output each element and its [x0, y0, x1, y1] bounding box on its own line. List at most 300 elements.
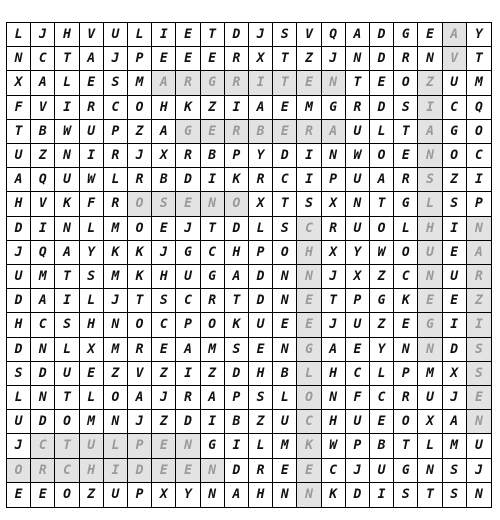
grid-cell[interactable]: L — [55, 338, 79, 362]
grid-cell[interactable]: S — [297, 192, 321, 216]
grid-cell[interactable]: Z — [443, 168, 467, 192]
grid-cell[interactable]: E — [297, 71, 321, 95]
grid-cell[interactable]: L — [370, 362, 394, 386]
grid-cell[interactable]: Q — [31, 241, 55, 265]
grid-cell[interactable]: M — [31, 265, 55, 289]
grid-cell[interactable]: I — [152, 23, 176, 47]
grid-cell[interactable]: D — [370, 47, 394, 71]
grid-cell[interactable]: C — [31, 313, 55, 337]
grid-cell[interactable]: A — [346, 23, 370, 47]
grid-cell[interactable]: S — [225, 338, 249, 362]
grid-cell[interactable]: P — [128, 47, 152, 71]
grid-cell[interactable]: E — [176, 192, 200, 216]
grid-cell[interactable]: N — [322, 71, 346, 95]
grid-cell[interactable]: E — [31, 483, 55, 507]
grid-cell[interactable]: N — [273, 338, 297, 362]
grid-cell[interactable]: L — [7, 386, 31, 410]
grid-cell[interactable]: A — [128, 386, 152, 410]
grid-cell[interactable]: R — [201, 289, 225, 313]
grid-cell[interactable]: I — [55, 289, 79, 313]
grid-cell[interactable]: H — [297, 241, 321, 265]
grid-cell[interactable]: S — [80, 265, 104, 289]
grid-cell[interactable]: S — [418, 168, 442, 192]
grid-cell[interactable]: W — [55, 120, 79, 144]
grid-cell[interactable]: O — [128, 192, 152, 216]
grid-cell[interactable]: N — [346, 47, 370, 71]
grid-cell[interactable]: P — [394, 362, 418, 386]
grid-cell[interactable]: O — [370, 144, 394, 168]
grid-cell[interactable]: G — [394, 459, 418, 483]
grid-cell[interactable]: N — [104, 313, 128, 337]
grid-cell[interactable]: E — [370, 410, 394, 434]
grid-cell[interactable]: E — [273, 459, 297, 483]
grid-cell[interactable]: H — [7, 192, 31, 216]
grid-cell[interactable]: H — [152, 265, 176, 289]
grid-cell[interactable]: S — [273, 217, 297, 241]
grid-cell[interactable]: D — [7, 338, 31, 362]
grid-cell[interactable]: T — [55, 386, 79, 410]
grid-cell[interactable]: L — [80, 289, 104, 313]
grid-cell[interactable]: T — [467, 47, 491, 71]
grid-cell[interactable]: I — [201, 410, 225, 434]
grid-cell[interactable]: G — [176, 241, 200, 265]
grid-cell[interactable]: K — [297, 434, 321, 458]
grid-cell[interactable]: Y — [467, 23, 491, 47]
grid-cell[interactable]: N — [297, 483, 321, 507]
grid-cell[interactable]: I — [225, 434, 249, 458]
grid-cell[interactable]: U — [346, 313, 370, 337]
grid-cell[interactable]: P — [322, 168, 346, 192]
grid-cell[interactable]: D — [370, 23, 394, 47]
grid-cell[interactable]: I — [55, 96, 79, 120]
grid-cell[interactable]: N — [55, 217, 79, 241]
grid-cell[interactable]: R — [225, 120, 249, 144]
grid-cell[interactable]: U — [7, 410, 31, 434]
grid-cell[interactable]: X — [322, 241, 346, 265]
grid-cell[interactable]: X — [7, 71, 31, 95]
grid-cell[interactable]: M — [128, 71, 152, 95]
grid-cell[interactable]: B — [152, 168, 176, 192]
grid-cell[interactable]: D — [249, 265, 273, 289]
grid-cell[interactable]: R — [467, 265, 491, 289]
grid-cell[interactable]: R — [104, 144, 128, 168]
grid-cell[interactable]: O — [55, 410, 79, 434]
grid-cell[interactable]: S — [443, 459, 467, 483]
grid-cell[interactable]: Y — [176, 483, 200, 507]
grid-cell[interactable]: H — [418, 217, 442, 241]
grid-cell[interactable]: L — [249, 434, 273, 458]
grid-cell[interactable]: N — [176, 434, 200, 458]
grid-cell[interactable]: X — [443, 362, 467, 386]
grid-cell[interactable]: O — [7, 459, 31, 483]
grid-cell[interactable]: A — [322, 338, 346, 362]
grid-cell[interactable]: N — [467, 410, 491, 434]
grid-cell[interactable]: H — [322, 410, 346, 434]
grid-cell[interactable]: U — [418, 386, 442, 410]
grid-cell[interactable]: O — [55, 483, 79, 507]
grid-cell[interactable]: A — [225, 265, 249, 289]
grid-cell[interactable]: M — [273, 434, 297, 458]
grid-cell[interactable]: A — [249, 96, 273, 120]
grid-cell[interactable]: F — [346, 386, 370, 410]
grid-cell[interactable]: Z — [80, 483, 104, 507]
grid-cell[interactable]: L — [418, 192, 442, 216]
grid-cell[interactable]: U — [346, 410, 370, 434]
grid-cell[interactable]: J — [31, 23, 55, 47]
grid-cell[interactable]: T — [55, 47, 79, 71]
grid-cell[interactable]: J — [176, 217, 200, 241]
grid-cell[interactable]: N — [201, 192, 225, 216]
grid-cell[interactable]: V — [297, 23, 321, 47]
grid-cell[interactable]: E — [176, 23, 200, 47]
grid-cell[interactable]: O — [273, 241, 297, 265]
grid-cell[interactable]: K — [322, 483, 346, 507]
grid-cell[interactable]: D — [176, 410, 200, 434]
grid-cell[interactable]: Z — [297, 47, 321, 71]
grid-cell[interactable]: G — [201, 265, 225, 289]
grid-cell[interactable]: I — [443, 313, 467, 337]
grid-cell[interactable]: P — [346, 434, 370, 458]
grid-cell[interactable]: U — [443, 71, 467, 95]
grid-cell[interactable]: O — [128, 217, 152, 241]
grid-cell[interactable]: T — [346, 71, 370, 95]
grid-cell[interactable]: H — [249, 362, 273, 386]
grid-cell[interactable]: T — [7, 120, 31, 144]
grid-cell[interactable]: G — [322, 96, 346, 120]
grid-cell[interactable]: Z — [152, 362, 176, 386]
grid-cell[interactable]: R — [225, 71, 249, 95]
grid-cell[interactable]: H — [55, 23, 79, 47]
grid-cell[interactable]: N — [418, 47, 442, 71]
grid-cell[interactable]: I — [176, 362, 200, 386]
grid-cell[interactable]: N — [104, 410, 128, 434]
grid-cell[interactable]: L — [55, 71, 79, 95]
grid-cell[interactable]: E — [370, 71, 394, 95]
grid-cell[interactable]: U — [346, 217, 370, 241]
grid-cell[interactable]: T — [128, 289, 152, 313]
grid-cell[interactable]: U — [346, 120, 370, 144]
grid-cell[interactable]: W — [346, 144, 370, 168]
grid-cell[interactable]: O — [394, 241, 418, 265]
grid-cell[interactable]: A — [443, 410, 467, 434]
grid-cell[interactable]: E — [394, 313, 418, 337]
grid-cell[interactable]: T — [55, 434, 79, 458]
grid-cell[interactable]: Z — [418, 71, 442, 95]
grid-cell[interactable]: D — [273, 144, 297, 168]
grid-cell[interactable]: F — [80, 192, 104, 216]
grid-cell[interactable]: T — [418, 483, 442, 507]
grid-cell[interactable]: A — [370, 168, 394, 192]
grid-cell[interactable]: H — [249, 483, 273, 507]
grid-cell[interactable]: N — [474, 487, 483, 503]
grid-cell[interactable]: I — [418, 96, 442, 120]
grid-cell[interactable]: J — [7, 434, 31, 458]
grid-cell[interactable]: Z — [467, 289, 491, 313]
grid-cell[interactable]: U — [370, 459, 394, 483]
grid-cell[interactable]: B — [31, 120, 55, 144]
grid-cell[interactable]: K — [394, 289, 418, 313]
grid-cell[interactable]: H — [7, 313, 31, 337]
grid-cell[interactable]: E — [346, 338, 370, 362]
grid-cell[interactable]: T — [394, 434, 418, 458]
grid-cell[interactable]: E — [418, 23, 442, 47]
grid-cell[interactable]: X — [152, 483, 176, 507]
grid-cell[interactable]: K — [225, 313, 249, 337]
grid-cell[interactable]: R — [176, 144, 200, 168]
grid-cell[interactable]: A — [7, 168, 31, 192]
grid-cell[interactable]: T — [370, 192, 394, 216]
grid-cell[interactable]: C — [322, 459, 346, 483]
grid-cell[interactable]: G — [297, 338, 321, 362]
grid-cell[interactable]: D — [225, 23, 249, 47]
grid-cell[interactable]: G — [201, 71, 225, 95]
grid-cell[interactable]: D — [249, 289, 273, 313]
grid-cell[interactable]: U — [418, 241, 442, 265]
grid-cell[interactable]: T — [201, 217, 225, 241]
grid-cell[interactable]: S — [273, 23, 297, 47]
grid-cell[interactable]: G — [394, 192, 418, 216]
grid-cell[interactable]: W — [370, 241, 394, 265]
grid-cell[interactable]: L — [80, 386, 104, 410]
grid-cell[interactable]: S — [152, 192, 176, 216]
grid-cell[interactable]: J — [249, 23, 273, 47]
grid-cell[interactable]: K — [128, 265, 152, 289]
grid-cell[interactable]: J — [152, 241, 176, 265]
grid-cell[interactable]: E — [443, 289, 467, 313]
grid-cell[interactable]: O — [201, 313, 225, 337]
grid-cell[interactable]: N — [418, 144, 442, 168]
grid-cell[interactable]: S — [467, 338, 491, 362]
grid-cell[interactable]: A — [201, 386, 225, 410]
grid-cell[interactable]: L — [273, 386, 297, 410]
grid-cell[interactable]: S — [467, 362, 491, 386]
grid-cell[interactable]: A — [225, 483, 249, 507]
grid-cell[interactable]: Z — [128, 120, 152, 144]
grid-cell[interactable]: E — [273, 120, 297, 144]
grid-cell[interactable]: E — [152, 338, 176, 362]
grid-cell[interactable]: U — [346, 168, 370, 192]
grid-cell[interactable]: S — [443, 192, 467, 216]
grid-cell[interactable]: A — [418, 120, 442, 144]
grid-cell[interactable]: S — [7, 362, 31, 386]
grid-cell[interactable]: D — [31, 362, 55, 386]
grid-cell[interactable]: C — [31, 434, 55, 458]
grid-cell[interactable]: Z — [152, 410, 176, 434]
grid-cell[interactable]: J — [104, 289, 128, 313]
grid-cell[interactable]: N — [418, 459, 442, 483]
grid-cell[interactable]: A — [322, 120, 346, 144]
grid-cell[interactable]: O — [467, 120, 491, 144]
grid-cell[interactable]: U — [80, 120, 104, 144]
grid-cell[interactable]: N — [322, 386, 346, 410]
grid-cell[interactable]: H — [80, 313, 104, 337]
grid-cell[interactable]: A — [176, 338, 200, 362]
grid-cell[interactable]: U — [273, 410, 297, 434]
grid-cell[interactable]: A — [443, 23, 467, 47]
grid-cell[interactable]: J — [128, 410, 152, 434]
grid-cell[interactable]: I — [297, 144, 321, 168]
grid-cell[interactable]: N — [55, 144, 79, 168]
grid-cell[interactable]: E — [418, 289, 442, 313]
grid-cell[interactable]: E — [443, 241, 467, 265]
grid-cell[interactable]: E — [273, 313, 297, 337]
grid-cell[interactable]: U — [104, 483, 128, 507]
grid-cell[interactable]: N — [394, 338, 418, 362]
grid-cell[interactable]: N — [418, 265, 442, 289]
grid-cell[interactable]: O — [128, 96, 152, 120]
grid-cell[interactable]: O — [104, 386, 128, 410]
grid-cell[interactable]: E — [201, 120, 225, 144]
grid-cell[interactable]: E — [297, 313, 321, 337]
grid-cell[interactable]: H — [322, 362, 346, 386]
grid-cell[interactable]: R — [297, 120, 321, 144]
grid-cell[interactable]: A — [467, 241, 491, 265]
grid-cell[interactable]: X — [418, 410, 442, 434]
grid-cell[interactable]: O — [128, 313, 152, 337]
grid-cell[interactable]: L — [297, 362, 321, 386]
grid-cell[interactable]: T — [201, 23, 225, 47]
grid-cell[interactable]: E — [7, 483, 31, 507]
grid-cell[interactable]: Z — [370, 265, 394, 289]
grid-cell[interactable]: X — [249, 47, 273, 71]
grid-cell[interactable]: I — [31, 217, 55, 241]
grid-cell[interactable]: N — [31, 338, 55, 362]
grid-cell[interactable]: H — [225, 241, 249, 265]
grid-cell[interactable]: W — [322, 434, 346, 458]
grid-cell[interactable]: C — [104, 96, 128, 120]
grid-cell[interactable]: L — [418, 434, 442, 458]
grid-cell[interactable]: R — [80, 96, 104, 120]
grid-cell[interactable]: I — [443, 217, 467, 241]
grid-cell[interactable]: O — [443, 144, 467, 168]
grid-cell[interactable]: B — [273, 362, 297, 386]
grid-cell[interactable]: A — [31, 71, 55, 95]
grid-cell[interactable]: J — [322, 265, 346, 289]
grid-cell[interactable]: C — [346, 362, 370, 386]
grid-cell[interactable]: M — [104, 338, 128, 362]
grid-cell[interactable]: Z — [370, 313, 394, 337]
grid-cell[interactable]: N — [273, 483, 297, 507]
grid-cell[interactable]: P — [128, 483, 152, 507]
grid-cell[interactable]: O — [297, 386, 321, 410]
grid-cell[interactable]: C — [297, 410, 321, 434]
grid-cell[interactable]: U — [80, 434, 104, 458]
grid-cell[interactable]: U — [7, 265, 31, 289]
grid-cell[interactable]: C — [394, 265, 418, 289]
grid-cell[interactable]: P — [249, 241, 273, 265]
grid-cell[interactable]: E — [152, 434, 176, 458]
grid-cell[interactable]: K — [176, 96, 200, 120]
grid-cell[interactable]: M — [80, 410, 104, 434]
grid-cell[interactable]: J — [128, 144, 152, 168]
grid-cell[interactable]: N — [346, 192, 370, 216]
grid-cell[interactable]: J — [322, 47, 346, 71]
grid-cell[interactable]: E — [80, 71, 104, 95]
grid-cell[interactable]: I — [249, 71, 273, 95]
grid-cell[interactable]: X — [322, 192, 346, 216]
grid-cell[interactable]: A — [152, 71, 176, 95]
grid-cell[interactable]: G — [176, 120, 200, 144]
grid-cell[interactable]: P — [128, 434, 152, 458]
grid-cell[interactable]: W — [80, 168, 104, 192]
grid-cell[interactable]: P — [346, 289, 370, 313]
grid-cell[interactable]: N — [201, 483, 225, 507]
grid-cell[interactable]: C — [467, 144, 491, 168]
grid-cell[interactable]: L — [7, 23, 31, 47]
grid-cell[interactable]: J — [152, 386, 176, 410]
grid-cell[interactable]: E — [201, 47, 225, 71]
grid-cell[interactable]: T — [322, 289, 346, 313]
grid-cell[interactable]: D — [225, 362, 249, 386]
grid-cell[interactable]: I — [201, 168, 225, 192]
grid-cell[interactable]: T — [273, 192, 297, 216]
grid-cell[interactable]: N — [297, 265, 321, 289]
grid-cell[interactable]: Y — [80, 241, 104, 265]
grid-cell[interactable]: M — [443, 434, 467, 458]
grid-cell[interactable]: E — [273, 96, 297, 120]
grid-cell[interactable]: V — [128, 362, 152, 386]
grid-cell[interactable]: T — [225, 289, 249, 313]
grid-cell[interactable]: P — [176, 313, 200, 337]
grid-cell[interactable]: G — [418, 313, 442, 337]
grid-cell[interactable]: C — [201, 241, 225, 265]
grid-cell[interactable]: P — [225, 386, 249, 410]
grid-cell[interactable]: M — [104, 265, 128, 289]
grid-cell[interactable]: S — [443, 483, 467, 507]
grid-cell[interactable]: N — [7, 47, 31, 71]
grid-cell[interactable]: I — [467, 313, 491, 337]
grid-cell[interactable]: V — [31, 192, 55, 216]
grid-cell[interactable]: D — [370, 96, 394, 120]
grid-cell[interactable]: U — [443, 265, 467, 289]
grid-cell[interactable]: C — [443, 96, 467, 120]
grid-cell[interactable]: D — [225, 217, 249, 241]
grid-cell[interactable]: S — [104, 71, 128, 95]
grid-cell[interactable]: E — [152, 47, 176, 71]
grid-cell[interactable]: U — [176, 265, 200, 289]
grid-cell[interactable]: U — [55, 168, 79, 192]
grid-cell[interactable]: L — [370, 120, 394, 144]
grid-cell[interactable]: P — [225, 144, 249, 168]
grid-cell[interactable]: T — [273, 71, 297, 95]
grid-cell[interactable]: D — [225, 459, 249, 483]
grid-cell[interactable]: Y — [249, 144, 273, 168]
grid-cell[interactable]: R — [176, 71, 200, 95]
grid-cell[interactable]: Q — [322, 23, 346, 47]
grid-cell[interactable]: S — [394, 96, 418, 120]
grid-cell[interactable]: X — [249, 192, 273, 216]
grid-cell[interactable]: D — [443, 338, 467, 362]
grid-cell[interactable]: X — [346, 265, 370, 289]
grid-cell[interactable]: U — [104, 23, 128, 47]
grid-cell[interactable]: H — [80, 459, 104, 483]
grid-cell[interactable]: U — [467, 434, 491, 458]
grid-cell[interactable]: Z — [201, 96, 225, 120]
grid-cell[interactable]: R — [394, 386, 418, 410]
grid-cell[interactable]: X — [80, 338, 104, 362]
grid-cell[interactable]: R — [249, 459, 273, 483]
grid-cell[interactable]: U — [7, 144, 31, 168]
grid-cell[interactable]: M — [418, 362, 442, 386]
grid-cell[interactable]: E — [80, 362, 104, 386]
grid-cell[interactable]: T — [273, 47, 297, 71]
grid-cell[interactable]: X — [152, 144, 176, 168]
grid-cell[interactable]: S — [152, 289, 176, 313]
grid-cell[interactable]: R — [346, 96, 370, 120]
grid-cell[interactable]: I — [370, 483, 394, 507]
grid-cell[interactable]: N — [467, 217, 491, 241]
grid-cell[interactable]: O — [370, 217, 394, 241]
